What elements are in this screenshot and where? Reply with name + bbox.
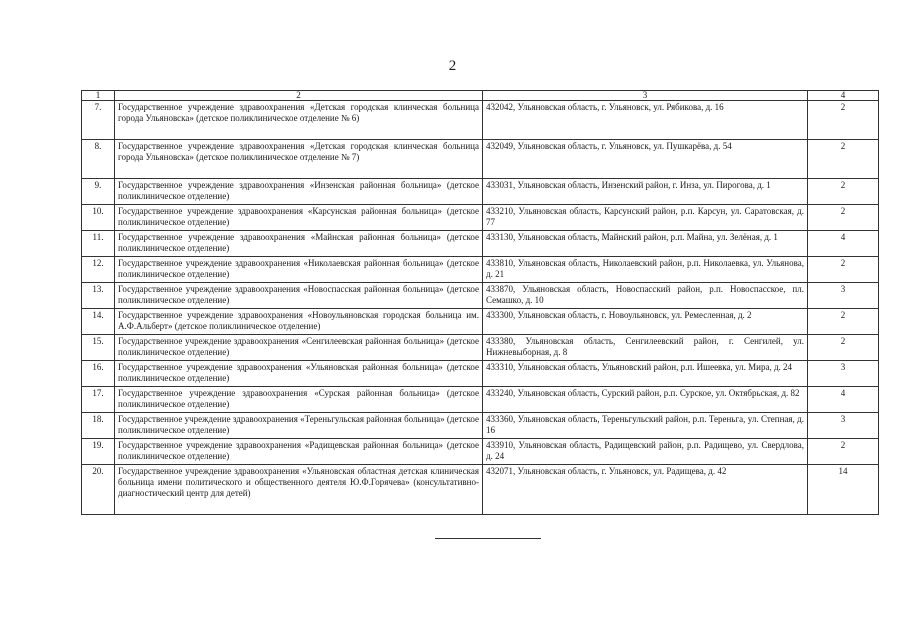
table-row [82,439,879,465]
row-number-cell: 19. [82,439,115,465]
count-cell: 2 [808,140,879,179]
address-cell: 432042, Ульяновская область, г. Ульяновск, ул. Рябикова, д. 16 [483,101,808,140]
count-cell: 2 [808,439,879,465]
address-cell: 433310, Ульяновская область, Ульяновский район, р.п. Ишеевка, ул. Мира, д. 24 [483,361,808,387]
institution-name-cell: Государственное учреждение здравоохранения «Ульяновская районная больница» (детское поликлиническое отделение) [115,361,483,387]
row-number-cell: 20. [82,465,115,515]
count-cell: 2 [808,257,879,283]
table-row [82,205,879,231]
table-row [82,387,879,413]
row-number-cell: 10. [82,205,115,231]
row-number-cell: 18. [82,413,115,439]
table-row [82,283,879,309]
count-cell: 2 [808,179,879,205]
table-row [82,257,879,283]
count-cell: 3 [808,413,879,439]
address-cell: 433380, Ульяновская область, Сенгилеевский район, г. Сенгилей, ул. Нижневыборная, д. 8 [483,335,808,361]
count-cell: 3 [808,283,879,309]
page-number: 2 [448,58,457,74]
address-cell: 433910, Ульяновская область, Радищевский район, р.п. Радищево, ул. Свердлова, д. 24 [483,439,808,465]
institution-name-cell: Государственное учреждение здравоохранения «Сенгилеевская районная больница» (детское поликлиническое отделение) [115,335,483,361]
row-number-cell: 13. [82,283,115,309]
address-cell: 432071, Ульяновская область, г. Ульяновск, ул. Радищева, д. 42 [483,465,808,515]
count-cell: 4 [808,231,879,257]
table-header-row [82,91,879,101]
count-cell: 14 [808,465,879,515]
address-cell: 432049, Ульяновская область, г. Ульяновск, ул. Пушкарёва, д. 54 [483,140,808,179]
table-row [82,335,879,361]
row-number-cell: 7. [82,101,115,140]
row-number-cell: 14. [82,309,115,335]
institution-name-cell: Государственное учреждение здравоохранения «Детская городская клинческая больница города Ульяновска» (детское поликлиническое отделение № 7) [115,140,483,179]
count-cell: 2 [808,101,879,140]
address-cell: 433210, Ульяновская область, Карсунский район, р.п. Карсун, ул. Саратовская, д. 77 [483,205,808,231]
row-number-cell: 9. [82,179,115,205]
header-col-4: 4 [808,91,879,101]
table-row [82,465,879,515]
count-cell: 4 [808,387,879,413]
institution-name-cell: Государственное учреждение здравоохранения «Николаевская районная больница» (детское поликлиническое отделение) [115,257,483,283]
header-col-3: 3 [483,91,808,101]
table-row [82,231,879,257]
address-cell: 433360, Ульяновская область, Тереньгульский район, р.п. Тереньга, ул. Степная, д. 16 [483,413,808,439]
institution-name-cell: Государственное учреждение здравоохранения «Ульяновская областная детская клиническая больница имени политического и общественного деятеля Ю.Ф.Горячева» (консультативно-диагностический центр для детей) [115,465,483,515]
address-cell: 433810, Ульяновская область, Николаевский район, р.п. Николаевка, ул. Ульянова, д. 21 [483,257,808,283]
row-number-cell: 16. [82,361,115,387]
table-row [82,413,879,439]
table-row [82,140,879,179]
address-cell: 433130, Ульяновская область, Майнский район, р.п. Майна, ул. Зелёная, д. 1 [483,231,808,257]
institution-name-cell: Государственное учреждение здравоохранения «Детская городская клинческая больница города Ульяновска» (детское поликлиническое отделение № 6) [115,101,483,140]
table-row [82,179,879,205]
header-col-2: 2 [115,91,483,101]
institution-name-cell: Государственное учреждение здравоохранения «Новоульяновская городская больница им. А.Ф.Альберт» (детское поликлиническое отделение) [115,309,483,335]
count-cell: 2 [808,205,879,231]
institution-name-cell: Государственное учреждение здравоохранения «Тереньгульская районная больница» (детское поликлиническое отделение) [115,413,483,439]
table-row [82,101,879,140]
header-col-1: 1 [82,91,115,101]
row-number-cell: 8. [82,140,115,179]
institution-name-cell: Государственное учреждение здравоохранения «Сурская районная больница» (детское поликлиническое отделение) [115,387,483,413]
row-number-cell: 12. [82,257,115,283]
institution-name-cell: Государственное учреждение здравоохранения «Инзенская районная больница» (детское поликлиническое отделение) [115,179,483,205]
address-cell: 433240, Ульяновская область, Сурский район, р.п. Сурское, ул. Октябрьская, д. 82 [483,387,808,413]
institution-name-cell: Государственное учреждение здравоохранения «Карсунская районная больница» (детское поликлиническое отделение) [115,205,483,231]
institution-name-cell: Государственное учреждение здравоохранения «Майнская районная больница» (детское поликлиническое отделение) [115,231,483,257]
address-cell: 433870, Ульяновская область, Новоспасский район, р.п. Новоспасское, пл. Семашко, д. 10 [483,283,808,309]
institutions-table [81,90,879,515]
institution-name-cell: Государственное учреждение здравоохранения «Радищевская районная больница» (детское поликлиническое отделение) [115,439,483,465]
table-row [82,309,879,335]
count-cell: 3 [808,361,879,387]
row-number-cell: 17. [82,387,115,413]
address-cell: 433300, Ульяновская область, г. Новоульяновск, ул. Ремесленная, д. 2 [483,309,808,335]
table-row [82,361,879,387]
row-number-cell: 11. [82,231,115,257]
address-cell: 433031, Ульяновская область, Инзенский район, г. Инза, ул. Пирогова, д. 1 [483,179,808,205]
count-cell: 2 [808,335,879,361]
row-number-cell: 15. [82,335,115,361]
count-cell: 2 [808,309,879,335]
end-separator-line [435,538,541,539]
institution-name-cell: Государственное учреждение здравоохранения «Новоспасская районная больница» (детское поликлиническое отделение) [115,283,483,309]
